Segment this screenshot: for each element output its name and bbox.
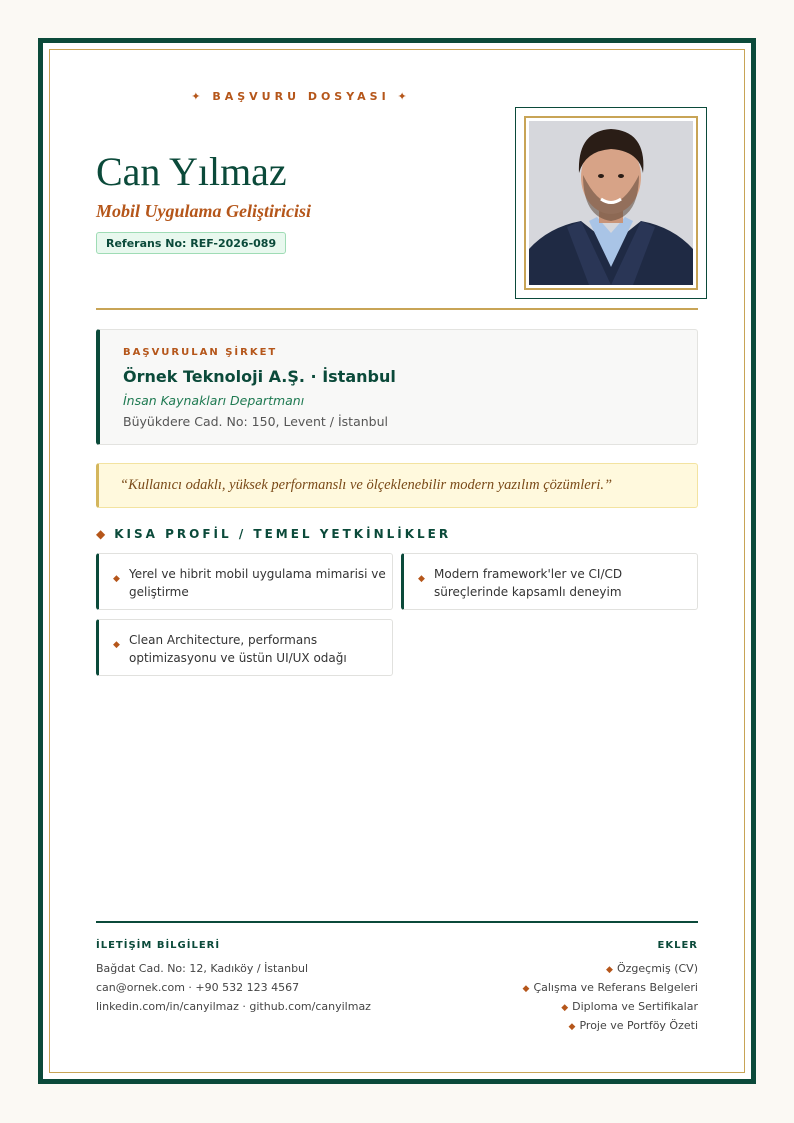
contact-address: Bağdat Cad. No: 12, Kadıköy / İstanbul [96,962,309,975]
attachment-item [523,981,698,994]
reference-badge: Referans No: REF-2026-089 [96,232,286,254]
attachment-item [606,962,698,975]
header-divider [96,308,698,310]
diamond-icon: ◆ [522,984,530,994]
diamond-icon: ◆ [96,527,106,541]
competency-card [96,553,393,610]
portrait-illustration [529,121,693,285]
diamond-icon: ◆ [568,1022,576,1032]
company-name: Örnek Teknoloji A.Ş. · İstanbul [123,367,396,386]
applicant-photo [529,121,693,285]
attachments-title: EKLER [657,940,698,951]
company-card [96,329,698,445]
competency-card [96,619,393,676]
competency-text: Clean Architecture, performans optimizasyonu ve üstün UI/UX odağı [129,633,347,665]
attachment-label: Diploma ve Sertifikalar [572,1000,698,1013]
applicant-name: Can Yılmaz [96,149,287,194]
diamond-icon: ◆ [113,640,120,650]
attachment-item [561,1000,698,1013]
attachment-label: Çalışma ve Referans Belgeleri [533,981,698,994]
contact-email-phone[interactable]: can@ornek.com · +90 532 123 4567 [96,981,300,994]
attachment-item [569,1019,698,1032]
diamond-icon: ◆ [606,965,613,975]
attachment-label: Proje ve Portföy Özeti [579,1019,698,1032]
profile-section-title [96,527,451,541]
company-label: BAŞVURULAN ŞİRKET [123,347,278,358]
applicant-role: Mobil Uygulama Geliştiricisi [96,201,312,221]
profile-title-text: KISA PROFİL / TEMEL YETKİNLİKLER [114,527,452,541]
contact-title: İLETİŞİM BİLGİLERİ [96,940,221,951]
contact-links[interactable]: linkedin.com/in/canyilmaz · github.com/canyilmaz [96,1000,371,1013]
diamond-icon: ◆ [418,574,425,584]
company-address: Büyükdere Cad. No: 150, Levent / İstanbul [123,414,388,429]
document-eyebrow: ✦ BAŞVURU DOSYASI ✦ [191,90,411,103]
competency-text: Modern framework'ler ve CI/CD süreçlerinde kapsamlı deneyim [434,567,623,599]
diamond-icon: ◆ [561,1003,569,1013]
company-department: İnsan Kaynakları Departmanı [123,393,305,408]
diamond-icon: ◆ [113,574,120,584]
competency-card [401,553,698,610]
footer-divider [96,921,698,923]
motto-quote: “Kullanıcı odaklı, yüksek performanslı ve ölçeklenebilir modern yazılım çözümleri.” [96,463,698,508]
competency-text: Yerel ve hibrit mobil uygulama mimarisi ve geliştirme [129,567,386,599]
attachment-label: Özgeçmiş (CV) [616,962,698,975]
